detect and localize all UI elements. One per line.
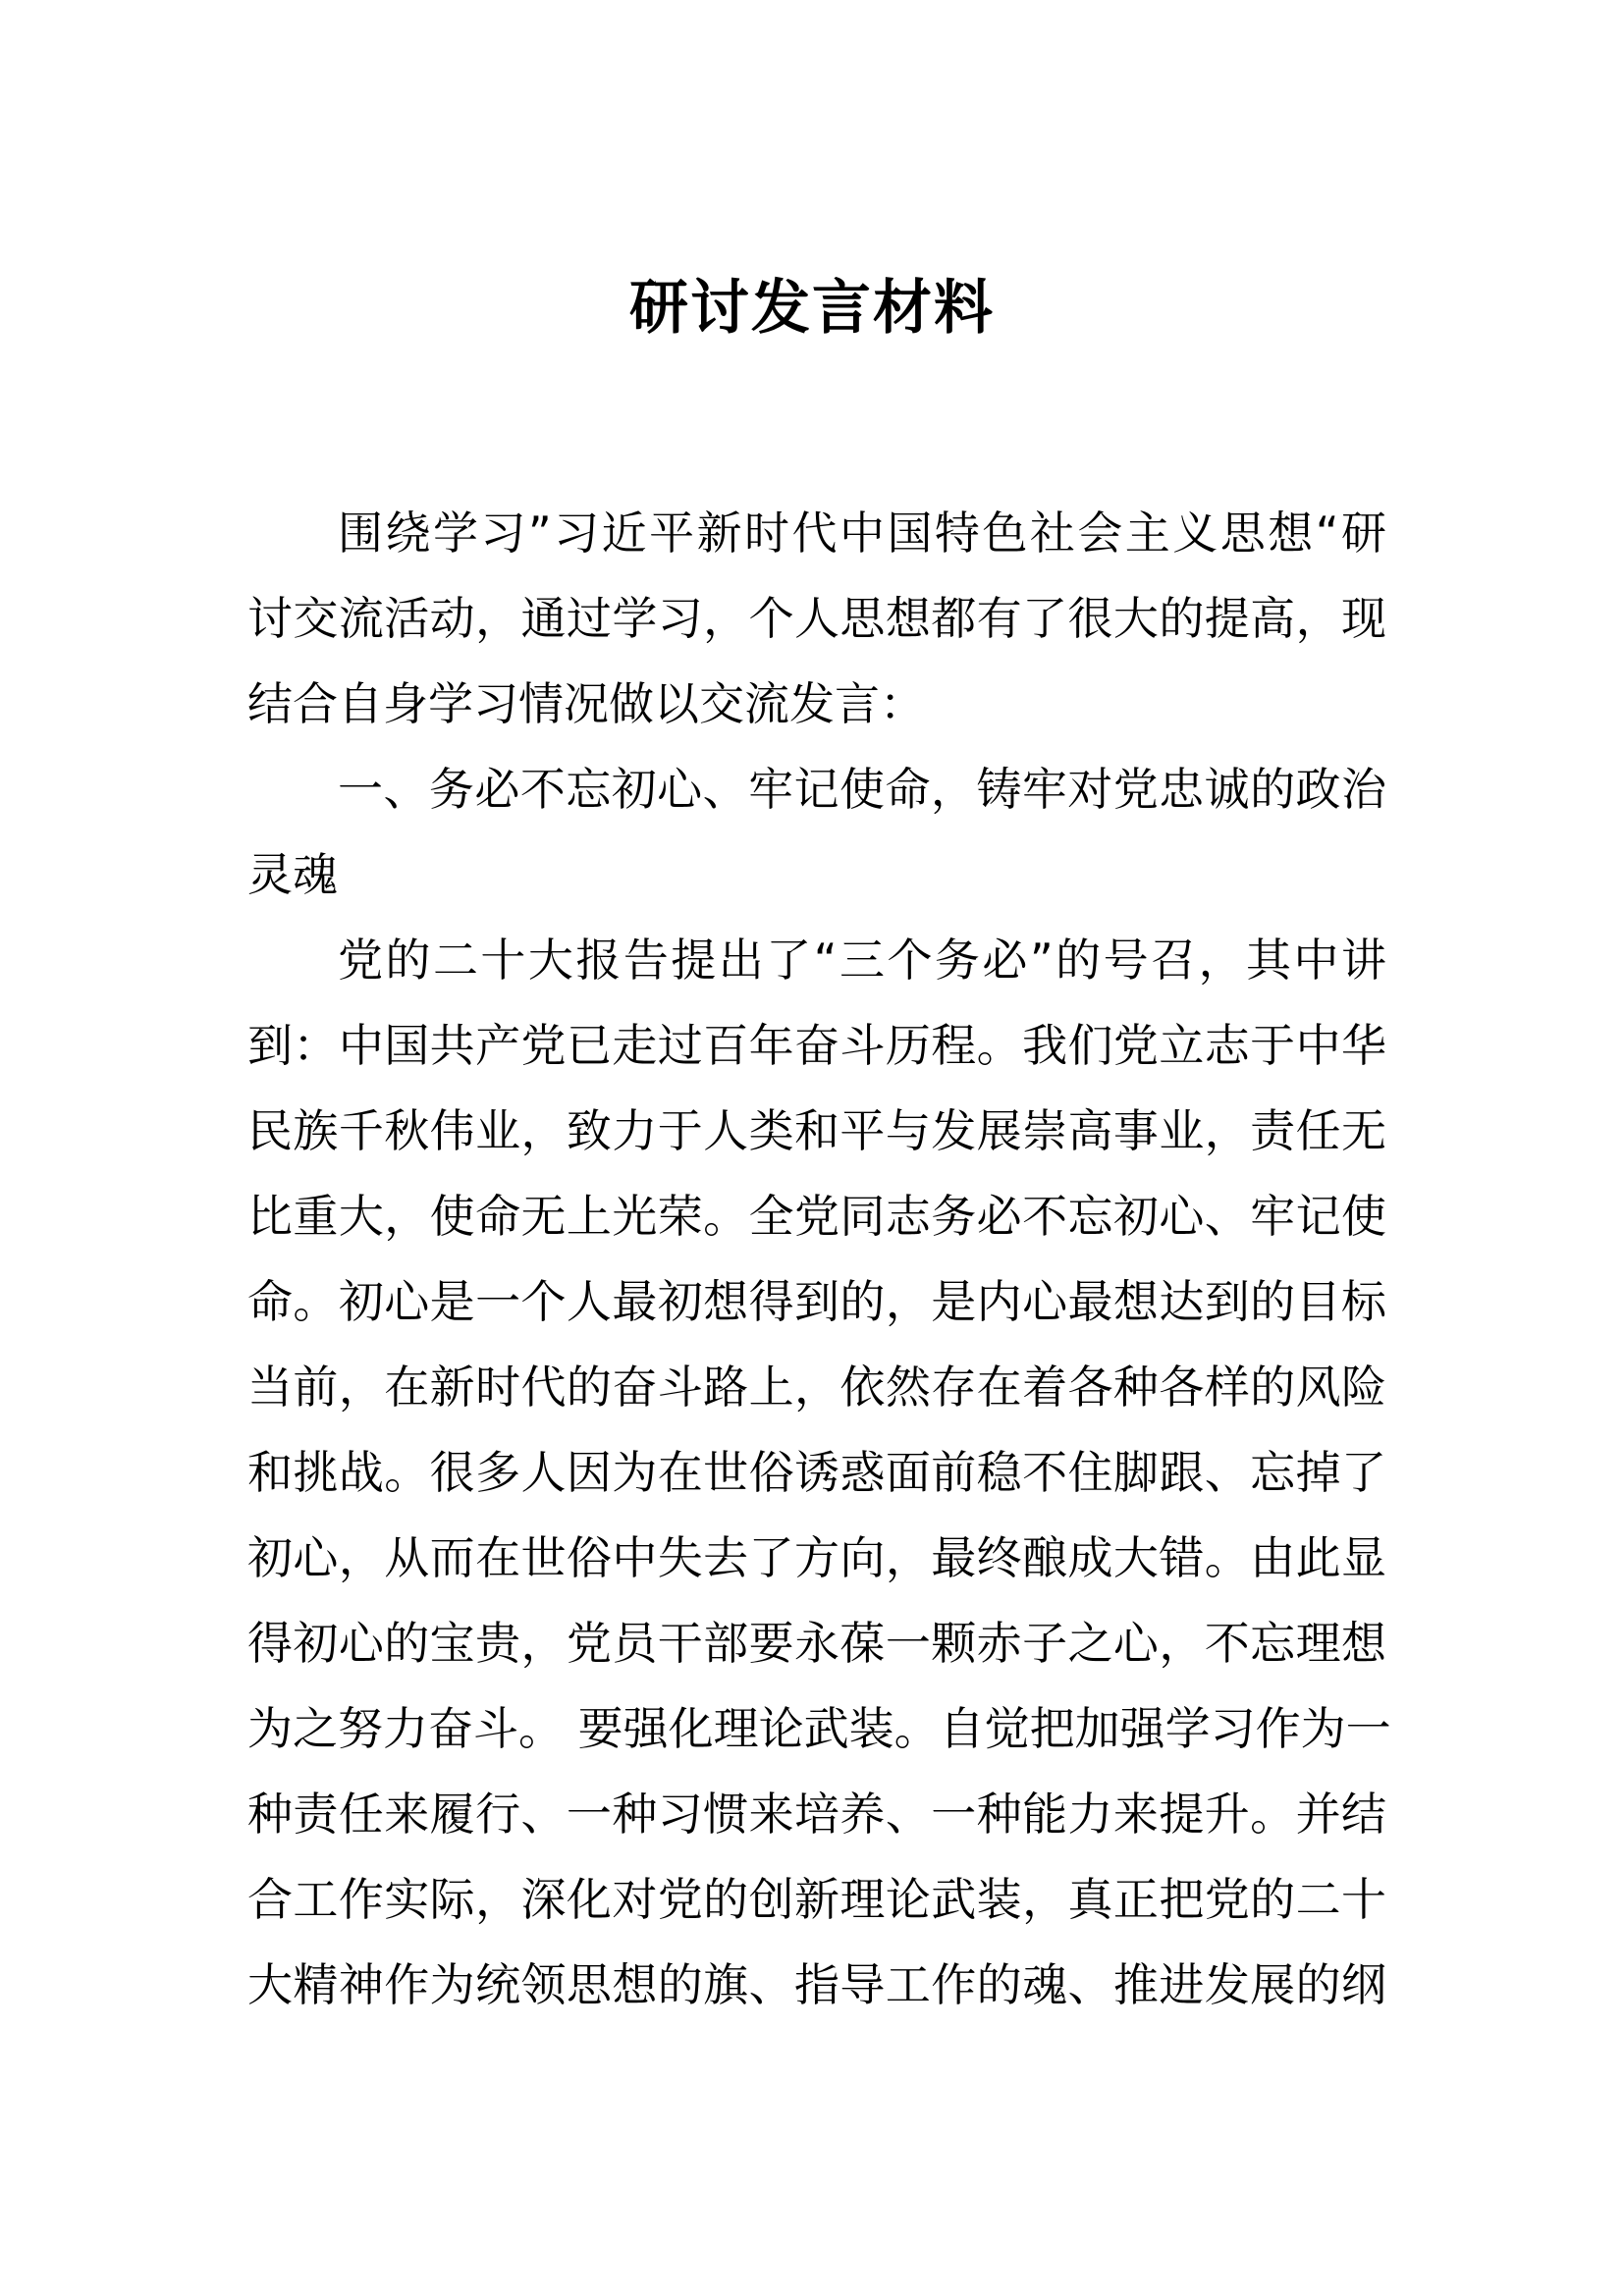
text-line: 得初心的宝贵，党员干部要永葆一颗赤子之心，不忘理想 [247,1617,1386,1670]
text-line: 合工作实际，深化对党的创新理论武装，真正把党的二十 [247,1873,1386,1926]
text-line: 命。初心是一个人最初想得到的，是内心最想达到的目标 [247,1275,1386,1328]
text-line: 讨交流活动，通过学习，个人思想都有了很大的提高，现 [247,592,1386,645]
text-line: 和挑战。很多人因为在世俗诱惑面前稳不住脚跟、忘掉了 [247,1446,1386,1499]
text-line: 到：中国共产党已走过百年奋斗历程。我们党立志于中华 [247,1019,1386,1072]
text-line: 为之努力奋斗。 要强化理论武装。自觉把加强学习作为一 [247,1702,1391,1755]
heading-line: 灵魂 [247,848,338,901]
text-line: 当前，在新时代的奋斗路上，依然存在着各种各样的风险 [247,1361,1386,1414]
text-line: 大精神作为统领思想的旗、指导工作的魂、推进发展的纲 [247,1958,1386,2011]
text-line: 结合自身学习情况做以交流发言： [247,677,925,730]
text-line: 种责任来履行、一种习惯来培养、一种能力来提升。并结 [247,1788,1386,1841]
text-line: 围绕学习”习近平新时代中国特色社会主义思想“研 [338,507,1386,560]
document-title: 研讨发言材料 [629,274,995,343]
section-heading-1 [247,757,1386,928]
document-body [247,501,1391,2038]
text-line: 比重大，使命无上光荣。全党同志务必不忘初心、牢记使 [247,1190,1386,1243]
text-line: 党的二十大报告提出了“三个务必”的号召，其中讲 [338,934,1386,987]
text-line: 初心，从而在世俗中失去了方向，最终酿成大错。由此显 [247,1531,1386,1584]
text-line: 民族千秋伟业，致力于人类和平与发展崇高事业，责任无 [247,1104,1386,1157]
paragraph-body-1 [247,928,1391,2038]
heading-line: 一、务必不忘初心、牢记使命，铸牢对党忠诚的政治 [338,763,1386,816]
paragraph-intro [247,501,1386,757]
